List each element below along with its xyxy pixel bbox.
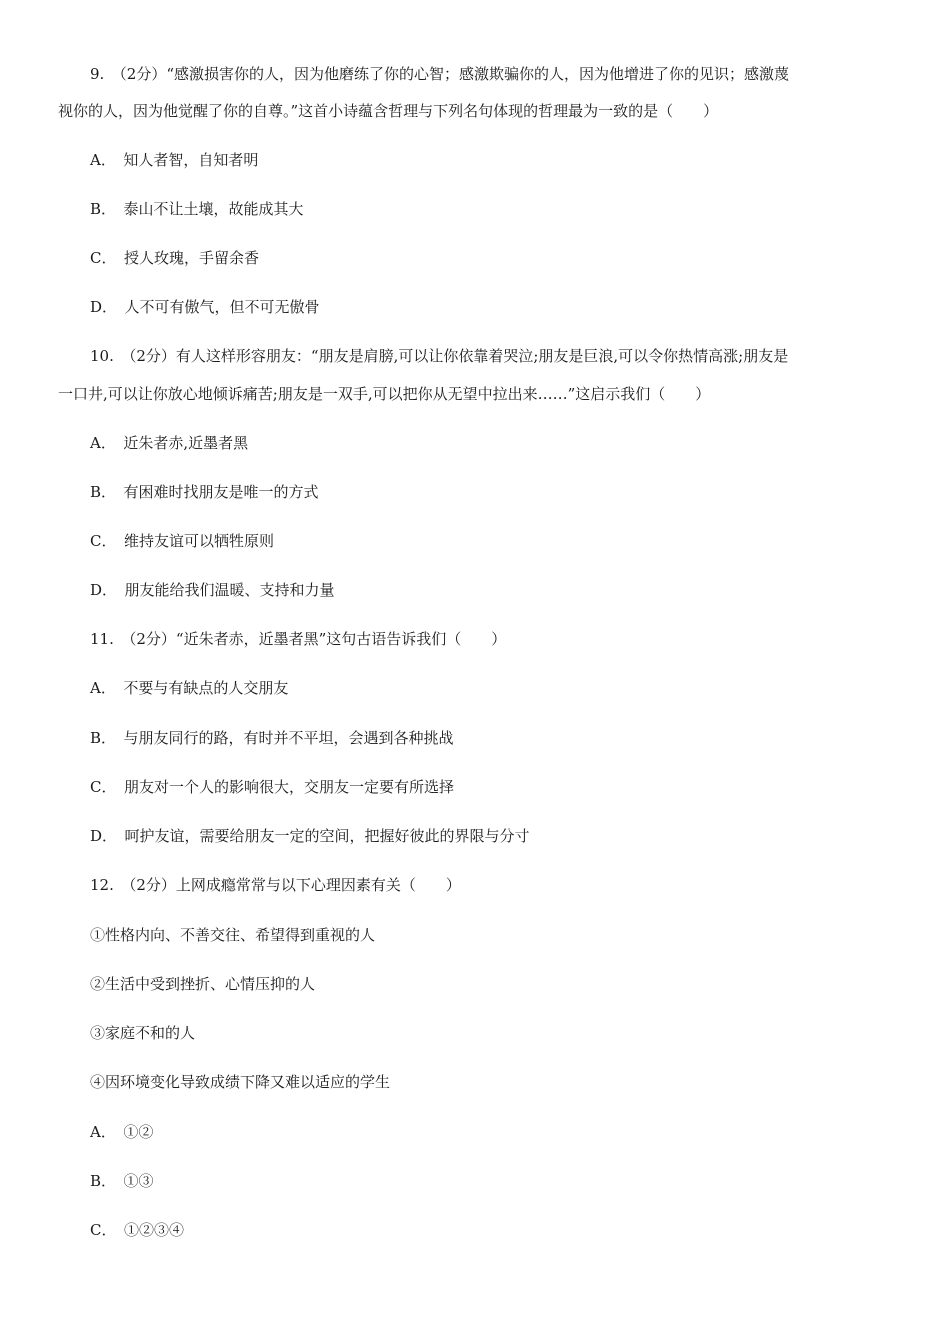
question-10-option-b: B． 有困难时找朋友是唯一的方式 [90,483,319,501]
question-9-option-a: A． 知人者智，自知者明 [90,151,259,169]
question-10-option-a: A． 近朱者赤,近墨者黑 [90,434,249,452]
question-12-statement-1: ①性格内向、不善交往、希望得到重视的人 [90,926,376,944]
question-11-option-a: A． 不要与有缺点的人交朋友 [90,679,289,697]
question-12-option-b: B． ①③ [90,1172,154,1190]
question-10-option-c: C． 维持友谊可以牺牲原则 [90,532,274,550]
question-9-text-line-1: 9. （2分）“感激损害你的人，因为他磨练了你的心智；感激欺骗你的人，因为他增进了你的见识；感激蔑 [90,65,790,83]
question-10-text-line-1: 10. （2分）有人这样形容朋友：“朋友是肩膀,可以让你依靠着哭泣;朋友是巨浪,可以令你热情高涨;朋友是 [90,347,789,365]
question-9-option-d: D． 人不可有傲气，但不可无傲骨 [90,298,320,316]
question-12-statement-4: ④因环境变化导致成绩下降又难以适应的学生 [90,1073,391,1091]
question-12-statement-2: ②生活中受到挫折、心情压抑的人 [90,975,316,993]
question-11-option-d: D． 呵护友谊，需要给朋友一定的空间，把握好彼此的界限与分寸 [90,827,530,845]
question-11-text: 11. （2分）“近朱者赤，近墨者黑”这句古语告诉我们（ ） [90,630,507,648]
question-11-option-b: B． 与朋友同行的路，有时并不平坦，会遇到各种挑战 [90,729,454,747]
question-11-option-c: C． 朋友对一个人的影响很大，交朋友一定要有所选择 [90,778,454,796]
question-12-option-c: C． ①②③④ [90,1221,184,1239]
question-12-option-a: A． ①② [90,1123,154,1141]
question-12-text: 12. （2分）上网成瘾常常与以下心理因素有关（ ） [90,876,461,894]
question-9-option-b: B． 泰山不让土壤，故能成其大 [90,200,304,218]
question-10-option-d: D． 朋友能给我们温暖、支持和力量 [90,581,335,599]
question-9-text-line-2: 视你的人，因为他觉醒了你的自尊。”这首小诗蕴含哲理与下列名句体现的哲理最为一致的是（ ） [58,102,719,120]
question-9-option-c: C． 授人玫瑰，手留余香 [90,249,259,267]
question-10-text-line-2: 一口井,可以让你放心地倾诉痛苦;朋友是一双手,可以把你从无望中拉出来……”这启示我们（ ） [58,385,711,403]
question-12-statement-3: ③家庭不和的人 [90,1024,196,1042]
